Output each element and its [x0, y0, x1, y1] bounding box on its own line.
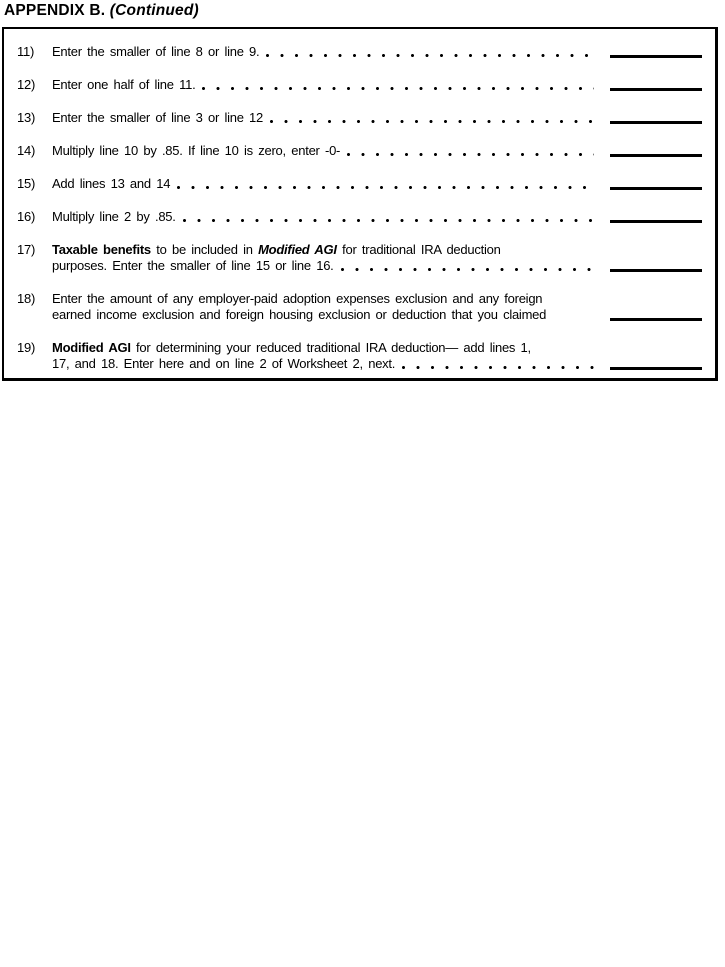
line-text-segment: earned income exclusion and foreign housing exclusion or deduction that you claimed — [52, 307, 547, 322]
line-body — [52, 209, 596, 225]
answer-blank-line[interactable] — [610, 269, 702, 272]
line-number: 19) — [17, 340, 36, 355]
line-number: 12) — [17, 77, 36, 92]
line-text — [52, 176, 170, 192]
line-text — [52, 307, 546, 322]
line-number: 17) — [17, 242, 36, 257]
line-body — [52, 242, 596, 274]
line-body — [52, 143, 596, 159]
worksheet-row — [4, 77, 715, 93]
dot-leader — [402, 356, 594, 372]
line-body — [52, 340, 596, 372]
dot-leader — [341, 258, 594, 274]
line-text-segment: purposes. Enter the smaller of line 15 or line 16. — [52, 258, 334, 273]
answer-blank-line[interactable] — [610, 121, 702, 124]
line-number: 16) — [17, 209, 36, 224]
answer-blank-line[interactable] — [610, 88, 702, 91]
line-text-segment: for traditional IRA deduction — [336, 242, 501, 257]
line-text-segment: to be included in — [150, 242, 259, 257]
line-text-segment: Multiply line 2 by .85. — [52, 209, 176, 224]
line-text-segment: Enter the smaller of line 8 or line 9. — [52, 44, 260, 59]
line-text — [52, 356, 395, 372]
worksheet-rows — [4, 44, 715, 372]
line-text-segment: Modified AGI — [52, 340, 131, 355]
line-number: 14) — [17, 143, 36, 158]
answer-blank-line[interactable] — [610, 367, 702, 370]
line-text — [52, 340, 531, 355]
line-body — [52, 176, 596, 192]
line-number: 15) — [17, 176, 36, 191]
dot-leader — [266, 44, 594, 60]
line-text — [52, 258, 334, 274]
appendix-title: APPENDIX B. — [4, 2, 110, 19]
line-text — [52, 209, 176, 225]
answer-blank-line[interactable] — [610, 220, 702, 223]
worksheet-row — [4, 176, 715, 192]
line-text-segment: for determining your reduced traditional IRA deduction— add lines 1, — [130, 340, 531, 355]
line-text-segment: Multiply line 10 by .85. If line 10 is zero, enter -0- — [52, 143, 341, 158]
answer-blank-line[interactable] — [610, 154, 702, 157]
line-body — [52, 44, 596, 60]
line-body — [52, 77, 596, 93]
line-text — [52, 77, 195, 93]
worksheet-row — [4, 44, 715, 60]
line-text-segment: Enter the amount of any employer-paid adoption expenses exclusion and any foreign — [52, 291, 543, 306]
line-text — [52, 44, 259, 60]
line-text — [52, 110, 263, 126]
line-text-segment: Taxable benefits — [52, 242, 151, 257]
appendix-continued-label: (Continued) — [109, 2, 199, 19]
dot-leader — [270, 110, 594, 126]
line-text — [52, 143, 340, 159]
dot-leader — [347, 143, 594, 159]
line-text-segment: Modified AGI — [258, 242, 337, 257]
worksheet-row — [4, 242, 715, 274]
answer-blank-line[interactable] — [610, 187, 702, 190]
line-number: 13) — [17, 110, 36, 125]
dot-leader — [183, 209, 594, 225]
line-text — [52, 242, 501, 257]
dot-leader — [177, 176, 594, 192]
worksheet-row — [4, 209, 715, 225]
answer-blank-line[interactable] — [610, 318, 702, 321]
line-number: 11) — [17, 44, 35, 59]
worksheet-row — [4, 340, 715, 372]
line-text-segment: Add lines 13 and 14 — [52, 176, 171, 191]
line-number: 18) — [17, 291, 36, 306]
line-body — [52, 291, 596, 323]
line-text-segment: 17, and 18. Enter here and on line 2 of Worksheet 2, next. — [52, 356, 396, 371]
worksheet-row — [4, 291, 715, 323]
line-text-segment: Enter one half of line 11. — [52, 77, 196, 92]
line-text-segment: Enter the smaller of line 3 or line 12 — [52, 110, 263, 125]
worksheet-row — [4, 143, 715, 159]
worksheet-box — [2, 27, 718, 381]
answer-blank-line[interactable] — [610, 55, 702, 58]
page-title — [4, 2, 199, 20]
line-body — [52, 110, 596, 126]
worksheet-row — [4, 110, 715, 126]
line-text — [52, 291, 542, 306]
dot-leader — [202, 77, 594, 93]
